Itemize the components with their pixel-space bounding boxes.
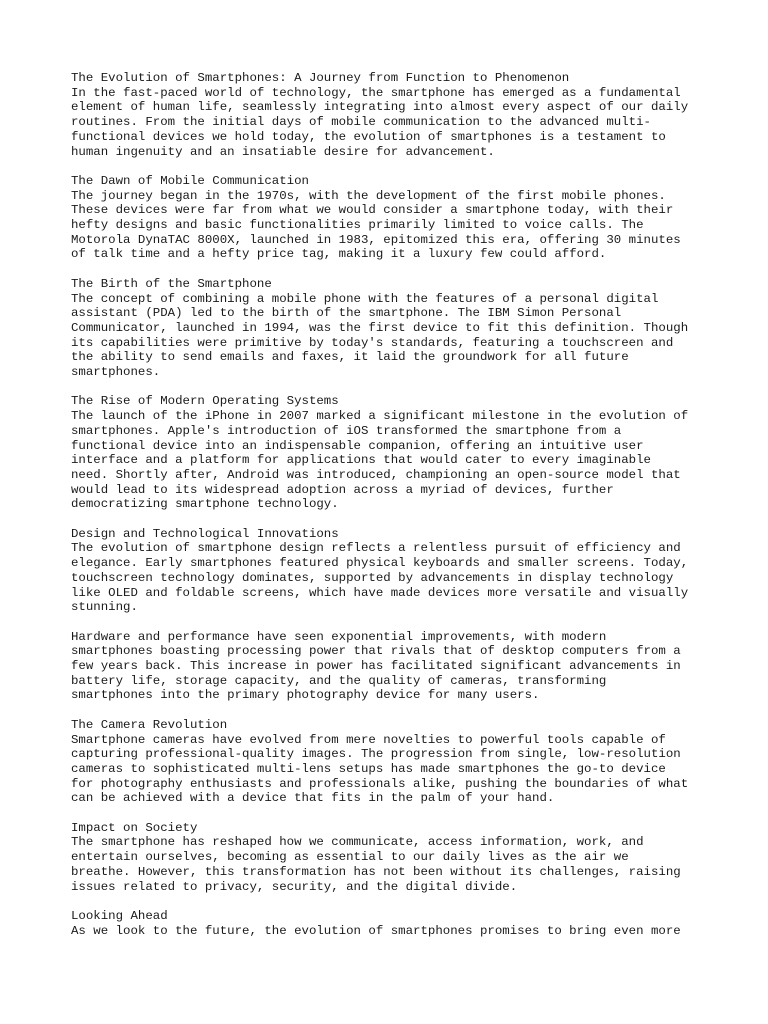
paragraph-line: In the fast-paced world of technology, the smartphone has emerged as a fundamental — [71, 85, 681, 100]
paragraph-line: The journey began in the 1970s, with the development of the first mobile phones. — [71, 188, 666, 203]
section-heading: The Birth of the Smartphone — [71, 276, 272, 291]
section-heading: Looking Ahead — [71, 908, 168, 923]
paragraph-line: The concept of combining a mobile phone with the features of a personal digital — [71, 291, 659, 306]
paragraph-line: Smartphone cameras have evolved from mere novelties to powerful tools capable of — [71, 732, 666, 747]
paragraph-line: functional devices we hold today, the evolution of smartphones is a testament to — [71, 129, 666, 144]
paragraph-line: Hardware and performance have seen exponential improvements, with modern — [71, 629, 607, 644]
section-heading: Impact on Society — [71, 820, 198, 835]
paragraph-line: its capabilities were primitive by today's standards, featuring a touchscreen and — [71, 335, 674, 350]
paragraph-line: smartphones. Apple's introduction of iOS transformed the smartphone from a — [71, 423, 622, 438]
paragraph-line: smartphones. — [71, 365, 161, 380]
section-hardware — [71, 630, 711, 704]
paragraph-line: elegance. Early smartphones featured physical keyboards and smaller screens. Today, — [71, 556, 689, 571]
section-camera — [71, 718, 711, 806]
section-operating-systems — [71, 394, 711, 512]
paragraph-line: issues related to privacy, security, and the digital divide. — [71, 879, 518, 894]
paragraph-line: element of human life, seamlessly integrating into almost every aspect of our daily — [71, 100, 689, 115]
paragraph-line: can be achieved with a device that fits in the palm of your hand. — [71, 791, 555, 806]
paragraph-line: democratizing smartphone technology. — [71, 497, 339, 512]
paragraph-line: stunning. — [71, 600, 138, 615]
paragraph-line: functional device into an indispensable companion, offering an intuitive user — [71, 438, 644, 453]
section-looking-ahead — [71, 909, 711, 938]
section-society — [71, 821, 711, 895]
paragraph-line: the ability to send emails and faxes, it laid the groundwork for all future — [71, 350, 629, 365]
section-design — [71, 527, 711, 615]
paragraph-line: breathe. However, this transformation has not been without its challenges, raising — [71, 864, 681, 879]
section-heading: The Rise of Modern Operating Systems — [71, 394, 339, 409]
paragraph-line: routines. From the initial days of mobile communication to the advanced multi- — [71, 115, 651, 130]
paragraph-line: touchscreen technology dominates, supported by advancements in display technology — [71, 570, 674, 585]
paragraph-line: few years back. This increase in power has facilitated significant advancements in — [71, 659, 681, 674]
document-title: The Evolution of Smartphones: A Journey from Function to Phenomenon — [71, 71, 570, 85]
section-heading: The Dawn of Mobile Communication — [71, 173, 309, 188]
paragraph-line: The evolution of smartphone design reflects a relentless pursuit of efficiency and — [71, 541, 681, 556]
section-dawn — [71, 174, 711, 262]
section-heading: The Camera Revolution — [71, 717, 228, 732]
paragraph-line: The launch of the iPhone in 2007 marked a significant milestone in the evolution of — [71, 409, 689, 424]
paragraph-line: of talk time and a hefty price tag, making it a luxury few could afford. — [71, 247, 607, 262]
paragraph-line: interface and a platform for applications that would cater to every imaginable — [71, 453, 651, 468]
paragraph-line: assistant (PDA) led to the birth of the smartphone. The IBM Simon Personal — [71, 306, 622, 321]
paragraph-line: capturing professional-quality images. The progression from single, low-resolution — [71, 747, 681, 762]
document-page — [71, 71, 711, 953]
section-birth — [71, 277, 711, 380]
paragraph-line: would lead to its widespread adoption across a myriad of devices, further — [71, 482, 614, 497]
paragraph-line: entertain ourselves, becoming as essential to our daily lives as the air we — [71, 850, 629, 865]
paragraph-line: Motorola DynaTAC 8000X, launched in 1983, epitomized this era, offering 30 minutes — [71, 232, 681, 247]
section-intro — [71, 71, 711, 159]
paragraph-line: The smartphone has reshaped how we communicate, access information, work, and — [71, 835, 644, 850]
paragraph-line: hefty designs and basic functionalities primarily limited to voice calls. The — [71, 218, 644, 233]
section-heading: Design and Technological Innovations — [71, 526, 339, 541]
paragraph-line: Communicator, launched in 1994, was the first device to fit this definition. Though — [71, 320, 689, 335]
paragraph-line: for photography enthusiasts and professionals alike, pushing the boundaries of what — [71, 776, 689, 791]
paragraph-line: smartphones into the primary photography device for many users. — [71, 688, 540, 703]
paragraph-line: need. Shortly after, Android was introduced, championing an open-source model that — [71, 467, 681, 482]
paragraph-line: smartphones boasting processing power that rivals that of desktop computers from a — [71, 644, 681, 659]
paragraph-line: cameras to sophisticated multi-lens setups has made smartphones the go-to device — [71, 761, 666, 776]
paragraph-line: human ingenuity and an insatiable desire for advancement. — [71, 144, 495, 159]
paragraph-line: These devices were far from what we would consider a smartphone today, with their — [71, 203, 674, 218]
paragraph-line: battery life, storage capacity, and the quality of cameras, transforming — [71, 673, 607, 688]
paragraph-line: like OLED and foldable screens, which have made devices more versatile and visually — [71, 585, 689, 600]
paragraph-line: As we look to the future, the evolution of smartphones promises to bring even more — [71, 923, 681, 938]
